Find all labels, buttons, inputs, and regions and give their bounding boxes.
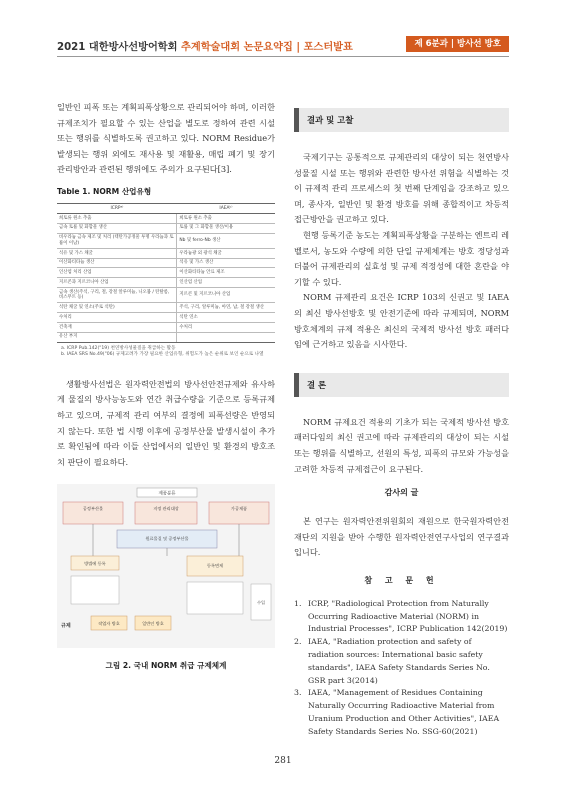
page-header [57,36,509,54]
table-body [57,213,275,342]
box-d-detail [71,576,119,604]
results-paragraph-1: 국제기구는 공통적으로 규제관리의 대상이 되는 천연방사성물질 시설 또는 행위와 관련한 방사선 위험을 식별하는 것이 규제적 관리 프로세스의 첫 번째 단계임을 강조하고 있으며, 종사자, 일반인 및 환경 방호를 위해 종합적이고 차등적 접근방안을 권고하고 있다. [294,152,509,225]
box-g-label: 일반인 방호 [142,621,164,627]
table-cell-icrp: 석탄 채굴 및 연소(주로 석탄) [57,303,177,313]
table-row [57,258,275,268]
conclusion-paragraph: NORM 규제요건 적용의 기초가 되는 국제적 방사선 방호 패러다임의 최신 권고에 따라 규제관리의 대상이 되는 시설 또는 행위를 식별하고, 선원의 특성, 피폭의 규모와 가능성을 고려한 차등적 규제접근이 요구된다. [294,416,509,474]
table-row [57,288,275,303]
table-header-row [57,203,275,213]
table-cell-icrp: 이산화티타늄 생산 [57,258,177,268]
table-cell-iaea: 수처리 [177,322,275,332]
table-cell-icrp: 금속 토륨 및 화합물 생산 [57,223,177,233]
flow-diagram [57,484,275,648]
regulation-flow-figure [57,484,275,648]
table-cell-icrp: 인산염 처리 산업 [57,268,177,278]
table-cell-iaea: Nb 및 ferro-Nb 생산 [177,233,275,248]
box-h-label: 작업자 방호 [98,621,120,627]
acknowledgement-text: 본 연구는 원자력안전위원회의 재원으로 한국원자력안전재단의 지원을 받아 수행한 원자력안전연구사업의 연구결과입니다. [294,516,509,558]
acknowledgement-title: 감사의 글 [384,488,419,498]
side-right-label: 수입 [256,600,266,606]
box-d-label: 방법에 등록 [84,561,106,567]
table-row [57,278,275,288]
regulation-paragraph: 생활방사선법은 원자력안전법의 방사선안전규제와 유사하게 물질의 방사능농도와 연간 취급수량을 기준으로 등록규제하고 있으며, 규제적 관리 여부의 결정에 피폭선량은 반영되지 않는다. 또한 법 시행 이후에 공정부산물 발생시설이 추가로 확인됨에 따라 이들 산업에서의 일반인 및 환경의 방호조치 판단이 필요하다. [57,378,275,467]
references-title: 참 고 문 헌 [364,575,439,585]
table-cell-icrp: 석유 및 가스 채굴 [57,248,177,258]
table-cell-icrp: 건축재 [57,322,177,332]
reference-number: 1. [294,598,302,608]
reference-text: ICRP, "Radiological Protection from Naturally Occurring Radioactive Material (NORM) in Industrial Processes", ICRP Publication 142(2019) [308,598,508,634]
page-number: 281 [274,756,292,766]
section-header-bar [294,108,299,132]
table-row [57,233,275,248]
right-column [294,108,509,739]
box-f-label: 등록면제 [206,563,224,569]
reference-item [294,598,509,636]
references-list [294,598,509,739]
section-header-conclusion [294,373,509,397]
table-cell-icrp: 지르콘과 지르코니아 산업 [57,278,177,288]
section-header-bar [294,373,299,397]
side-left-label: 규제 [61,623,71,630]
table-caption: Table 1. NORM 산업유형 [57,186,152,196]
table-note-b: b. IAEA SRS No.49("06) 규제고려가 가장 필요한 산업유형, 위험도가 높은 순위로 보인 순으로 나열 [61,352,264,358]
table-row [57,313,275,323]
results-paragraph-2: 현행 등록기준 농도는 계획피폭상황을 구분하는 엔트리 레벨로서, 농도와 수량에 의한 단일 규제체계는 방호 정당성과 더불어 규제관리의 실효성 및 규제 적정성에 대한 혼란을 야기할 수 있다. [294,229,509,287]
table-cell-iaea: 이산화티타늄 안료 제조 [177,268,275,278]
figure-caption: 그림 2. 국내 NORM 취급 규제체계 [105,661,227,671]
box-top-label: 제품분류 [158,491,176,497]
table-cell-icrp: 희토류 원소 추출 [57,213,177,223]
reference-number: 2. [294,637,302,647]
norm-industry-table [57,203,275,343]
reference-item [294,687,509,738]
reference-item [294,636,509,687]
table-row [57,268,275,278]
table-cell-iaea: 석탄 연소 [177,313,275,323]
table-cell-icrp: 금속 생산(주석, 구리, 철, 강철 알루미늄, 니오븀 / 탄탈룸, 비스무트 등) [57,288,177,303]
results-paragraph-3: NORM 규제관리 요건은 ICRP 103의 신권고 및 IAEA의 최신 방사선방호 및 안전기준에 따라 규제되며, NORM 방호체계의 규제 적용은 최신의 국제적 방사선 방호 패러다임에 근거하고 있음을 시사한다. [294,292,509,350]
section-header-results [294,108,509,132]
table-cell-iaea: 토륨 및 그 화합물 생산/이용 [177,223,275,233]
table-row [57,223,275,233]
header-title-main: 2021 대한방사선방어학회 [57,42,182,53]
table-cell-iaea: 우라늄광 외 광석 채굴 [177,248,275,258]
reference-number: 3. [294,688,302,698]
table-cell-iaea: 석유 및 가스 생산 [177,258,275,268]
table-row [57,322,275,332]
table-cell-iaea: 주석, 구리, 알루미늄, 아연, 납, 철 강철 생산 [177,303,275,313]
table-cell-iaea: 희토류 원소 추출 [177,213,275,223]
table-notes [57,346,275,359]
table-note-a: a. ICRP Pub.142("19) 천연방사성물질을 취급하는 활동 [61,345,176,351]
section-title-conclusion: 결 론 [307,379,327,390]
section-title-results: 결과 및 고찰 [307,115,354,125]
table-row [57,213,275,223]
box-c-label: 가공제품 [230,506,248,512]
table-cell-iaea: 인산염 산업 [177,278,275,288]
box-b-label: 지정 관리대상 [153,506,179,512]
reference-text: IAEA, "Radiation protection and safety of radiation sources: International basic safety standards", IAEA Safety Standards Series No. GSR part 3(2014) [308,637,490,685]
left-column [57,100,275,671]
table-cell-iaea [177,332,275,342]
table-header-icrp: ICRPᵃ⁾ [57,203,177,213]
header-title [57,38,353,53]
header-title-accent: 추계학술대회 논문요약집 | 포스터발표 [181,42,353,53]
table-cell-icrp: 수처리 [57,313,177,323]
header-divider [57,56,509,57]
box-a-label: 공정부산물 [82,506,104,512]
table-row [57,332,275,342]
table-cell-icrp: 비우라늄 금속 제조 및 처리 (텍탄가공정물 투명 우라늄과 토륨이 이남) [57,233,177,248]
intro-paragraph: 일반인 피폭 또는 계획피폭상황으로 관리되어야 하며, 이러한 규제조치가 필요할 수 있는 산업을 별도로 정하여 관련 시설 또는 행위를 식별하도록 권고하고 있다. NORM Residue가 발생되는 행위 외에도 재사용 및 재활용, 매립 폐기 및 장기 관리방안과 관련된 행위에도 주의가 요구된다[3]. [57,102,275,175]
reference-text: IAEA, "Management of Residues Containing Naturally Occurring Radioactive Material from Uranium Production and Other Activities", IAEA Safety Standards Series No. SSG-60(2021) [308,688,500,736]
box-f-detail [187,582,243,614]
box-e-label: 원료물질 및 공정부산물 [145,536,189,542]
table-row [57,248,275,258]
table-header-iaea: IAEAᵇ⁾ [177,203,275,213]
table-cell-iaea: 지르콘 및 지르코니아 산업 [177,288,275,303]
table-cell-icrp: 유산 부지 [57,332,177,342]
table-row [57,303,275,313]
header-section-tag: 제 6분과 | 방사선 방호 [406,36,509,52]
